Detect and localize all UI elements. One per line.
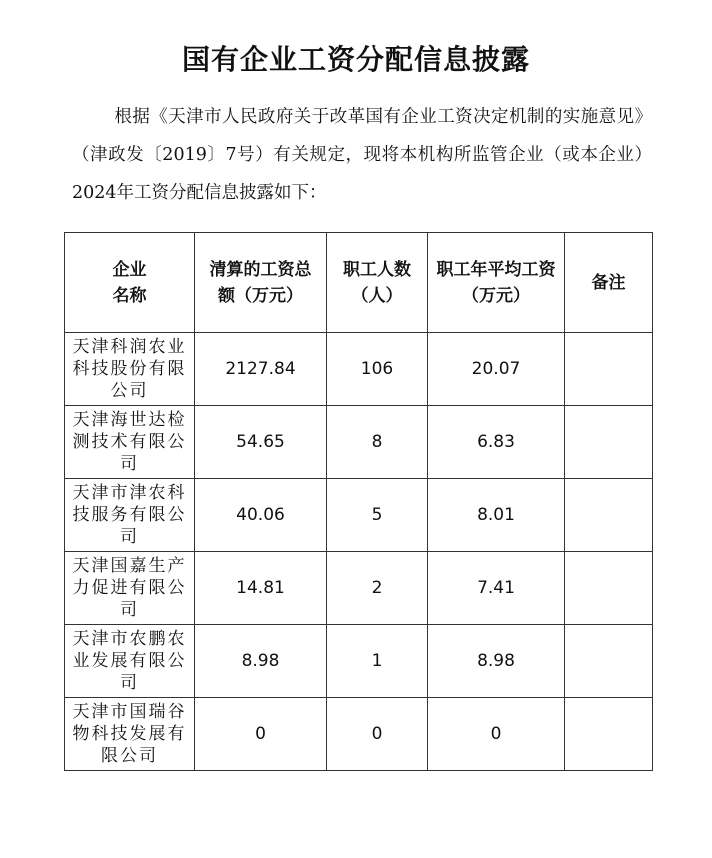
cell-remarks bbox=[565, 479, 653, 552]
cell-employees: 0 bbox=[327, 698, 428, 771]
cell-total-wage: 54.65 bbox=[195, 406, 327, 479]
wage-disclosure-table bbox=[64, 232, 653, 771]
cell-avg-wage: 20.07 bbox=[428, 333, 565, 406]
cell-total-wage: 2127.84 bbox=[195, 333, 327, 406]
table-row bbox=[65, 333, 653, 406]
header-remarks: 备注 bbox=[565, 233, 653, 333]
cell-total-wage: 8.98 bbox=[195, 625, 327, 698]
cell-remarks bbox=[565, 698, 653, 771]
cell-remarks bbox=[565, 625, 653, 698]
cell-avg-wage: 8.01 bbox=[428, 479, 565, 552]
cell-avg-wage: 7.41 bbox=[428, 552, 565, 625]
cell-company: 天津海世达检测技术有限公司 bbox=[65, 406, 195, 479]
cell-employees: 106 bbox=[327, 333, 428, 406]
cell-employees: 2 bbox=[327, 552, 428, 625]
cell-company: 天津市国瑞谷物科技发展有限公司 bbox=[65, 698, 195, 771]
table-row bbox=[65, 479, 653, 552]
header-employees: 职工人数（人） bbox=[327, 233, 428, 333]
document-title: 国有企业工资分配信息披露 bbox=[181, 43, 530, 76]
cell-employees: 8 bbox=[327, 406, 428, 479]
header-total-wage: 清算的工资总额（万元） bbox=[195, 233, 327, 333]
intro-paragraph-text: 根据《天津市人民政府关于改革国有企业工资决定机制的实施意见》（津政发〔2019〕7号）有关规定，现将本机构所监管企业（或本企业）2024年工资分配信息披露如下： bbox=[72, 107, 652, 203]
cell-total-wage: 40.06 bbox=[195, 479, 327, 552]
cell-company: 天津市农鹏农业发展有限公司 bbox=[65, 625, 195, 698]
cell-avg-wage: 6.83 bbox=[428, 406, 565, 479]
cell-total-wage: 0 bbox=[195, 698, 327, 771]
table-row bbox=[65, 406, 653, 479]
table-row bbox=[65, 552, 653, 625]
cell-company: 天津科润农业科技股份有限公司 bbox=[65, 333, 195, 406]
cell-remarks bbox=[565, 552, 653, 625]
table-header-row bbox=[65, 233, 653, 333]
cell-company: 天津国嘉生产力促进有限公司 bbox=[65, 552, 195, 625]
cell-remarks bbox=[565, 406, 653, 479]
cell-total-wage: 14.81 bbox=[195, 552, 327, 625]
cell-employees: 1 bbox=[327, 625, 428, 698]
intro-paragraph bbox=[72, 98, 652, 212]
cell-company: 天津市津农科技服务有限公司 bbox=[65, 479, 195, 552]
table-row bbox=[65, 698, 653, 771]
header-company: 企业名称 bbox=[65, 233, 195, 333]
header-avg-wage: 职工年平均工资（万元） bbox=[428, 233, 565, 333]
cell-avg-wage: 0 bbox=[428, 698, 565, 771]
table-row bbox=[65, 625, 653, 698]
cell-remarks bbox=[565, 333, 653, 406]
cell-employees: 5 bbox=[327, 479, 428, 552]
cell-avg-wage: 8.98 bbox=[428, 625, 565, 698]
